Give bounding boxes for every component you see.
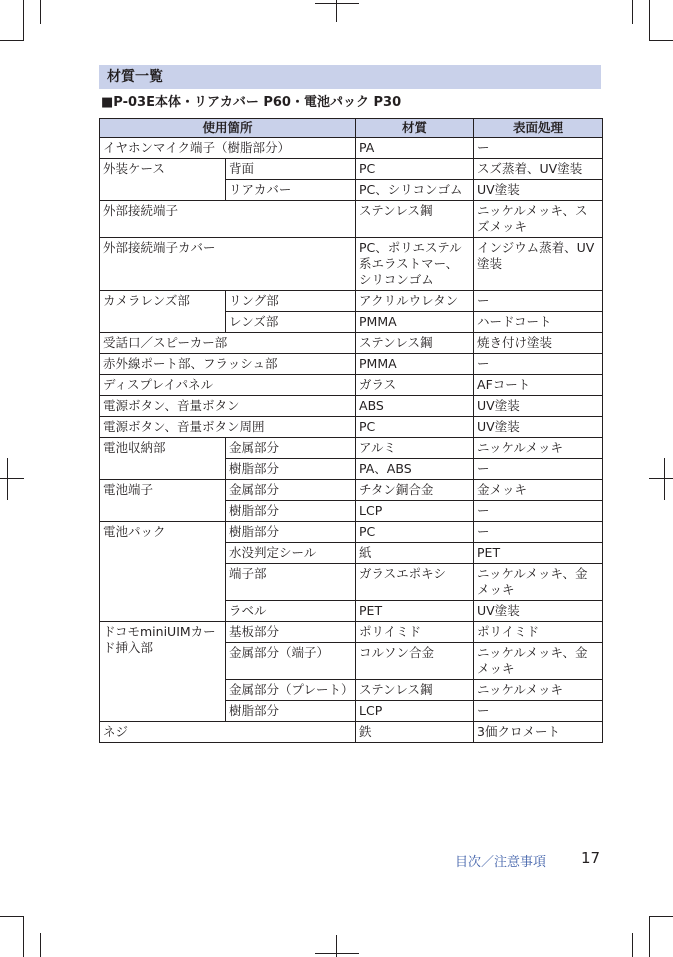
subpart-cell: 端子部 <box>226 564 356 601</box>
subpart-cell: 樹脂部分 <box>226 701 356 722</box>
part-cell: 外部接続端子 <box>100 201 356 238</box>
table-row <box>100 438 603 459</box>
subpart-cell: 樹脂部分 <box>226 522 356 543</box>
subpart-cell: リアカバー <box>226 180 356 201</box>
part-cell: 電池収納部 <box>100 438 226 480</box>
table-row <box>100 396 603 417</box>
finish-cell: 焼き付け塗装 <box>474 333 603 354</box>
finish-cell: UV塗装 <box>474 180 603 201</box>
subpart-cell: 水没判定シール <box>226 543 356 564</box>
part-cell: 電池端子 <box>100 480 226 522</box>
subpart-cell: レンズ部 <box>226 312 356 333</box>
table-row <box>100 354 603 375</box>
part-cell: ディスプレイパネル <box>100 375 356 396</box>
finish-cell: UV塗装 <box>474 417 603 438</box>
part-cell: ネジ <box>100 722 356 743</box>
table-row <box>100 291 603 312</box>
material-cell: PC、シリコンゴム <box>356 180 474 201</box>
material-cell: PC <box>356 159 474 180</box>
finish-cell: ー <box>474 522 603 543</box>
material-cell: PMMA <box>356 354 474 375</box>
finish-cell: ー <box>474 701 603 722</box>
finish-cell: ー <box>474 501 603 522</box>
finish-cell: PET <box>474 543 603 564</box>
section-title: 材質一覧 <box>99 65 601 89</box>
header-material: 材質 <box>356 119 474 138</box>
material-cell: アクリルウレタン <box>356 291 474 312</box>
material-cell: ABS <box>356 396 474 417</box>
material-cell: PA <box>356 138 474 159</box>
material-cell: 鉄 <box>356 722 474 743</box>
material-cell: PC <box>356 417 474 438</box>
part-cell: 受話口／スピーカー部 <box>100 333 356 354</box>
finish-cell: 金メッキ <box>474 480 603 501</box>
material-cell: ステンレス鋼 <box>356 333 474 354</box>
table-subheading: ■P-03E本体・リアカバー P60・電池パック P30 <box>101 95 402 110</box>
table-row <box>100 417 603 438</box>
finish-cell: ー <box>474 291 603 312</box>
material-cell: チタン銅合金 <box>356 480 474 501</box>
finish-cell: ニッケルメッキ、金メッキ <box>474 643 603 680</box>
material-cell: アルミ <box>356 438 474 459</box>
finish-cell: スズ蒸着、UV塗装 <box>474 159 603 180</box>
table-row <box>100 375 603 396</box>
subpart-cell: 金属部分（プレート） <box>226 680 356 701</box>
table-row <box>100 622 603 643</box>
material-cell: PMMA <box>356 312 474 333</box>
table-row <box>100 159 603 180</box>
part-cell: 赤外線ポート部、フラッシュ部 <box>100 354 356 375</box>
finish-cell: ー <box>474 354 603 375</box>
materials-table <box>99 118 603 743</box>
finish-cell: ポリイミド <box>474 622 603 643</box>
material-cell: ステンレス鋼 <box>356 201 474 238</box>
toc-link[interactable]: 目次／注意事項 <box>455 855 547 870</box>
finish-cell: ニッケルメッキ、スズメッキ <box>474 201 603 238</box>
finish-cell: ー <box>474 138 603 159</box>
finish-cell: インジウム蒸着、UV塗装 <box>474 238 603 291</box>
subpart-cell: 背面 <box>226 159 356 180</box>
material-cell: LCP <box>356 701 474 722</box>
material-cell: LCP <box>356 501 474 522</box>
subpart-cell: 金属部分 <box>226 438 356 459</box>
table-row <box>100 238 603 291</box>
finish-cell: UV塗装 <box>474 601 603 622</box>
header-finish: 表面処理 <box>474 119 603 138</box>
page-number: 17 <box>581 849 601 867</box>
table-row <box>100 138 603 159</box>
table-row <box>100 522 603 543</box>
subpart-cell: リング部 <box>226 291 356 312</box>
part-cell: 電源ボタン、音量ボタン <box>100 396 356 417</box>
subpart-cell: 基板部分 <box>226 622 356 643</box>
part-cell: ドコモminiUIMカード挿入部 <box>100 622 226 722</box>
material-cell: 紙 <box>356 543 474 564</box>
finish-cell: ニッケルメッキ <box>474 680 603 701</box>
part-cell: 電源ボタン、音量ボタン周囲 <box>100 417 356 438</box>
material-cell: ガラスエポキシ <box>356 564 474 601</box>
material-cell: PC、ポリエステル系エラストマー、シリコンゴム <box>356 238 474 291</box>
table-row <box>100 201 603 238</box>
subpart-cell: 樹脂部分 <box>226 459 356 480</box>
subpart-cell: ラベル <box>226 601 356 622</box>
subpart-cell: 金属部分 <box>226 480 356 501</box>
finish-cell: 3価クロメート <box>474 722 603 743</box>
material-cell: ステンレス鋼 <box>356 680 474 701</box>
material-cell: PA、ABS <box>356 459 474 480</box>
finish-cell: AFコート <box>474 375 603 396</box>
material-cell: ガラス <box>356 375 474 396</box>
table-row <box>100 480 603 501</box>
subpart-cell: 金属部分（端子） <box>226 643 356 680</box>
finish-cell: ー <box>474 459 603 480</box>
material-cell: ポリイミド <box>356 622 474 643</box>
header-location: 使用箇所 <box>100 119 356 138</box>
subpart-cell: 樹脂部分 <box>226 501 356 522</box>
finish-cell: UV塗装 <box>474 396 603 417</box>
part-cell: 電池パック <box>100 522 226 622</box>
table-row <box>100 722 603 743</box>
part-cell: 外装ケース <box>100 159 226 201</box>
finish-cell: ハードコート <box>474 312 603 333</box>
part-cell: カメラレンズ部 <box>100 291 226 333</box>
finish-cell: ニッケルメッキ <box>474 438 603 459</box>
material-cell: PET <box>356 601 474 622</box>
table-header-row <box>100 119 603 138</box>
part-cell: イヤホンマイク端子（樹脂部分） <box>100 138 356 159</box>
material-cell: コルソン合金 <box>356 643 474 680</box>
table-row <box>100 333 603 354</box>
material-cell: PC <box>356 522 474 543</box>
finish-cell: ニッケルメッキ、金メッキ <box>474 564 603 601</box>
part-cell: 外部接続端子カバー <box>100 238 356 291</box>
